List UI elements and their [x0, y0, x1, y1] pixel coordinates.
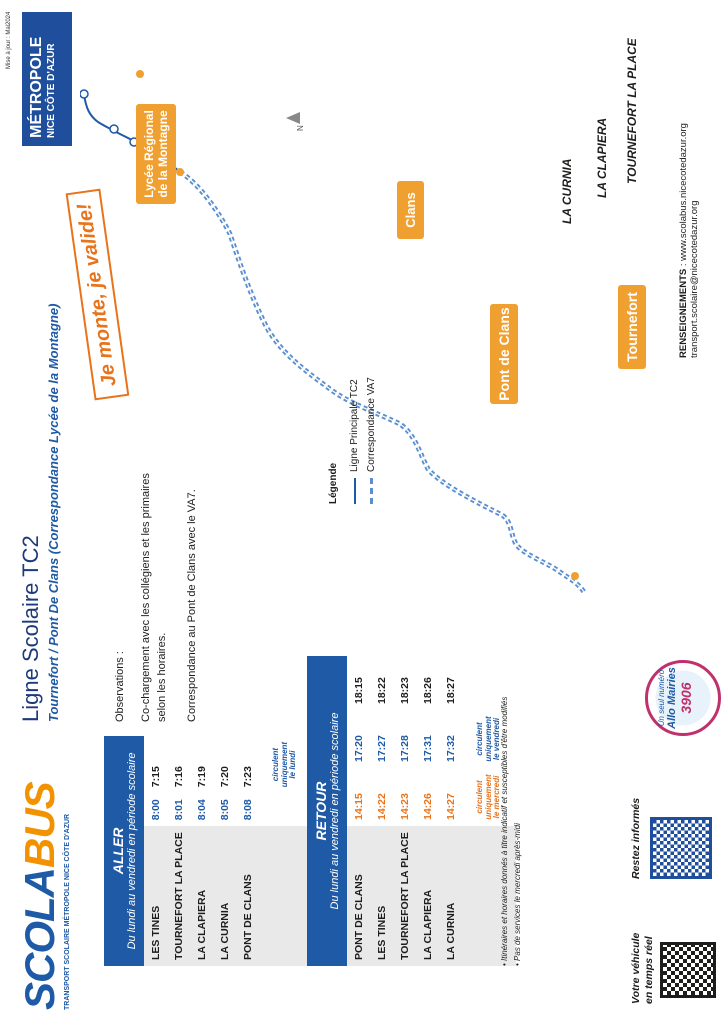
logo-bus: BUS [16, 782, 63, 868]
time-cell: 7:16 [172, 766, 185, 788]
stop-name-cell: TOURNEFORT LA PLACE [393, 826, 416, 966]
time-cell: 8:01 [172, 799, 185, 821]
time-cell: 7:23 [241, 766, 254, 788]
realtime-qr-code[interactable] [660, 942, 716, 998]
lycee-line: Lycée Régional [142, 110, 156, 198]
disclaimer-line: Itinéraires et horaires donnés à titre indicatif et susceptibles d'être modifiés [500, 696, 509, 961]
time-cell: 18:26 [421, 677, 434, 704]
stop-name-cell: PONT DE CLANS [236, 826, 259, 966]
page-title: Ligne Scolaire TC2 [18, 535, 43, 722]
aller-period: Du lundi au vendredi en période scolaire [126, 752, 138, 950]
lycee-line: de la Montagne [156, 110, 170, 198]
tournefort-label: Tournefort [618, 285, 646, 369]
time-cell [259, 793, 311, 826]
metropole-logo [22, 12, 72, 146]
scolabus-logo [16, 782, 71, 1010]
realtime-line: en temps réel [643, 936, 655, 1004]
aller-note: circulent uniquement le lundi [270, 741, 298, 788]
metropole-line2: NICE CÔTE D'AZUR [46, 43, 57, 138]
retour-timetable [307, 656, 516, 966]
table-row [347, 656, 370, 966]
time-cell: 17:32 [444, 735, 457, 762]
stop-name-cell: LES TINES [370, 826, 393, 966]
metropole-line1: MÉTROPOLE [28, 36, 45, 138]
time-cell: 7:20 [218, 766, 231, 788]
time-cell: 18:15 [352, 677, 365, 704]
time-cell: 17:28 [398, 735, 411, 762]
north-arrow-icon [286, 112, 300, 124]
time-cell [307, 656, 347, 966]
retour-period: Du lundi au vendredi en période scolaire [329, 712, 341, 910]
legend-corr-swatch [370, 478, 373, 504]
time-cell [104, 736, 144, 966]
allo-number: 3906 [678, 682, 694, 714]
time-cell: 8:00 [149, 799, 162, 821]
time-cell: 17:31 [421, 735, 434, 762]
time-cell: 14:15 [352, 793, 365, 820]
time-cell: 7:15 [149, 766, 162, 788]
table-row [213, 736, 236, 966]
table-row [370, 656, 393, 966]
table-row [144, 736, 167, 966]
retour-note-mercredi: circulent uniquement le mercredi [474, 774, 502, 820]
legend-main-label: Ligne Principale TC2 [349, 379, 360, 472]
legend [328, 377, 377, 504]
va7-route [180, 172, 585, 594]
lycee-label [136, 104, 176, 204]
disclaimer: • Itinéraires et horaires donnés à titre indicatif et susceptibles d'être modifiés • Pas de services le mercredi après-midi [500, 696, 522, 966]
observation-line: selon les horaires. [156, 632, 168, 722]
table-row [439, 656, 462, 966]
logo-subtitle: TRANSPORT SCOLAIRE MÉTROPOLE NICE CÔTE D'AZUR [64, 813, 71, 1010]
allo-mairies-badge [645, 660, 721, 736]
stop-name-cell: LA CURNIA [213, 826, 236, 966]
observation-line: Correspondance au Pont de Clans avec le VA7. [186, 489, 198, 722]
la-clapiera-label: LA CLAPIERA [595, 117, 609, 198]
time-cell: 14:22 [375, 793, 388, 820]
time-cell: 18:22 [375, 677, 388, 704]
north-arrow-label: N [296, 125, 305, 131]
legend-title: Légende [328, 462, 339, 504]
stop-name-cell: LA CURNIA [439, 826, 462, 966]
logo-scola: SCOLA [16, 868, 63, 1010]
allo-top: Un seul numéro [657, 669, 666, 727]
time-cell: 7:19 [195, 766, 208, 788]
observation-line: Co-chargement avec les collégiens et les primaires [140, 473, 152, 722]
disclaimer-line: Pas de services le mercredi après-midi [513, 823, 522, 961]
stop-name-cell: LA CLAPIERA [416, 826, 439, 966]
aller-title: ALLER [110, 827, 126, 875]
table-row [393, 656, 416, 966]
time-cell: 17:20 [352, 735, 365, 762]
info-mail-link[interactable]: transport.scolaire@nicecotedazur.org [689, 200, 700, 358]
table-row [190, 736, 213, 966]
stop-name-cell: PONT DE CLANS [347, 826, 370, 966]
time-cell: 14:26 [421, 793, 434, 820]
table-row [167, 736, 190, 966]
la-curnia-label: LA CURNIA [560, 158, 574, 224]
info-block [678, 123, 700, 358]
aller-timetable [104, 736, 311, 966]
table-row [416, 656, 439, 966]
page-subtitle: Tournefort / Pont De Clans (Correspondance Lycée de la Montagne) [46, 303, 61, 722]
allo-mid: Allo Mairies [666, 667, 678, 729]
slogan-badge: Je monte, je valide! [66, 189, 130, 400]
time-cell: 8:05 [218, 799, 231, 821]
time-cell: 18:23 [398, 677, 411, 704]
va7-route-inner [180, 172, 585, 594]
retour-note-vendredi: circulent uniquement le vendredi [474, 716, 502, 762]
pont-de-clans-label: Pont de Clans [490, 304, 518, 404]
tournefort-dot [136, 70, 144, 78]
stop-name-cell: LES TINES [144, 826, 167, 966]
stop-name-cell [259, 826, 311, 966]
realtime-line: Votre véhicule [630, 932, 642, 1004]
route-map [80, 4, 640, 654]
time-cell: 17:27 [375, 735, 388, 762]
informed-caption: Restez informés [630, 797, 642, 879]
lycee-dot [571, 572, 579, 580]
update-note: Mise à jour : Mai2024 [6, 11, 12, 69]
pont-de-clans-dot [176, 168, 184, 176]
stop-name-cell: TOURNEFORT LA PLACE [167, 826, 190, 966]
retour-title: RETOUR [313, 781, 329, 841]
informed-qr-code[interactable] [650, 817, 712, 879]
time-cell: 18:27 [444, 677, 457, 704]
stop-name-cell: LA CLAPIERA [190, 826, 213, 966]
legend-main-swatch [354, 478, 356, 504]
time-cell: 14:27 [444, 793, 457, 820]
info-site-link[interactable]: : www.scolabus.nicecotedazur.org [678, 123, 689, 269]
time-cell: 8:04 [195, 799, 208, 821]
tournefort-place-dot [80, 90, 88, 98]
legend-corr-label: Correspondance VA7 [366, 377, 377, 472]
table-row [236, 736, 259, 966]
clans-label: Clans [397, 181, 424, 239]
observations-label: Observations : [114, 651, 126, 722]
realtime-caption [630, 933, 656, 1004]
la-clapiera-dot [110, 125, 118, 133]
time-cell: 14:23 [398, 793, 411, 820]
tournefort-place-label: TOURNEFORT LA PLACE [625, 38, 639, 184]
time-cell: 8:08 [241, 799, 254, 821]
info-label: RENSEIGNEMENTS [678, 268, 689, 358]
